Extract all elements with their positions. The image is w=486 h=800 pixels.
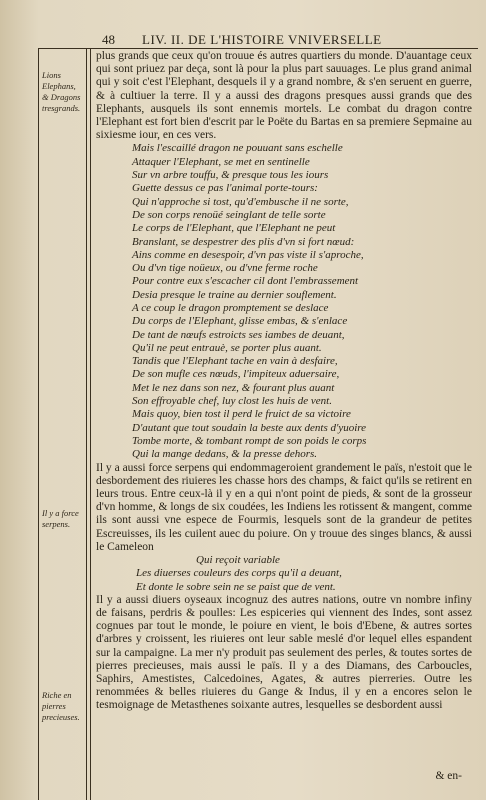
verse-line: Desia presque le traine au dernier souflement. xyxy=(132,288,337,301)
verse-line: Ou d'vn tige noüeux, ou d'vne ferme roche xyxy=(132,262,318,275)
verse-line: De son corps renoüé seinglant de telle sorte xyxy=(132,208,326,221)
verse-line: Tombe morte, & tombant rompt de son poids le corps xyxy=(132,434,367,447)
margin-rule-inner-double xyxy=(90,48,91,800)
verse-line: A ce coup le dragon promptement se deslace xyxy=(132,301,329,314)
margin-note-serpens: Il y a force serpens. xyxy=(42,508,79,529)
verse-line: Guette dessus ce pas l'animal porte-tours: xyxy=(132,182,318,195)
running-title: LIV. II. DE L'HISTOIRE VNIVERSELLE xyxy=(142,32,382,47)
verse-line: Ains comme en desespoir, d'vn pas viste il s'aproche, xyxy=(132,248,364,261)
verse-line: Le corps de l'Elephant, que l'Elephant ne peut xyxy=(132,222,336,235)
header-rule xyxy=(38,48,478,49)
verse-line: De tant de nœufs estroicts ses iambes de deuant, xyxy=(132,328,345,341)
margin-rule-inner xyxy=(86,48,87,800)
verse-line: Et donte le sobre sein ne se paist que de vent. xyxy=(136,580,336,593)
paragraph-serpens: Il y a aussi force serpens qui endommageroient grandement le païs, n'estoit que le desbordement des riuieres les chasse hors des champs, & faict qu'ils se retirent en leurs trous. Entre ceux-là il y en a qui n'ont point de pieds, & sont de la grosseur d'vn homme, & longs de six coudées, les Indiens les rotissent & mangent, comme ils sont aussi vne espece de Fourmis, lesquels sont de la grandeur de petites Escreuisses, ils les cuilent auec du poiure. On y trouue des singes blancs, & aussi le Cameleon xyxy=(96,461,472,553)
verse-line: Qu'il ne peut entrauè, se porter plus auant. xyxy=(132,341,322,354)
margin-note-lions: Lions Elephans, & Dragons tresgrands. xyxy=(42,70,81,113)
verse-line: Pour contre eux s'escacher cil dont l'embrassement xyxy=(132,275,359,288)
verse-line: Son effroyable chef, luy clost les huis de vent. xyxy=(132,395,332,408)
margin-rule-outer xyxy=(38,48,39,800)
catchword: & en- xyxy=(435,770,462,782)
verse-line: Qui n'approche si tost, qu'd'embusche il ne sorte, xyxy=(132,195,349,208)
verse-line: Qui la mange dedans, & la presse dehors. xyxy=(132,448,318,461)
verse-line: Les diuerses couleurs des corps qu'il a deuant, xyxy=(136,567,342,580)
margin-note-pierres: Riche en pierres precieuses. xyxy=(42,690,80,722)
verse-line: Tandis que l'Elephant tache en vain à desfaire, xyxy=(132,355,338,368)
paragraph-elephants: plus grands que ceux qu'on trouue és autres quartiers du monde. D'auantage ceux qui sont priuez par deça, sont là pour la plus part sauuages. Le plus grand animal qui y soit c'est l'Elephant, desquels il y a grand nombre, & s'en seruent en guerre, & à cultiuer la terre. Il y a aussi des dragons presques aussi grands que des Elephants, ausquels ils sont ennemis mortels. Le combat du dragon contre l'Elephant est fort bien d'escrit par le Poëte du Bartas en sa premiere Sepmaine au sixiesme iour, en ces vers. xyxy=(96,50,472,142)
page-number: 48 xyxy=(102,32,115,47)
verse-line: Sur vn arbre touffu, & presque tous les iours xyxy=(132,169,329,182)
verse-cameleon xyxy=(136,554,472,594)
verse-line: Branslant, se despestrer des plis d'vn si fort nœud: xyxy=(132,235,355,248)
verse-line: D'autant que tout soudain la beste aux dents d'yuoire xyxy=(132,421,367,434)
paragraph-oyseaux: Il y a aussi diuers oyseaux incognuz des autres nations, outre vn nombre infiny de faisans, perdris & poulles: Les espiceries qui viennent des Indes, sont assez cognues par tout le monde, le poiure en vient, le bois d'Ebene, & autres sortes d'arbres y croissent, les riuieres ont leur sable meslé d'or lequel elles espandent sur la campaigne. La mer n'y produit pas seulement des perles, & toutes sortes de pierres precieuses, mais aussi le païs. Il y a des Diamans, des Carboucles, Saphirs, Amestistes, Calcedoines, Agates, & autres pierreries. Outre les renommées & belles riuieres du Gange & Indus, il y en a encores selon le tesmoignage de Metasthenes soixante autres, lesquelles se desbordent aussi xyxy=(96,593,472,712)
verse-line: Mais quoy, bien tost il perd le fruict de sa victoire xyxy=(132,408,351,421)
verse-line: Met le nez dans son nez, & fourant plus auant xyxy=(132,381,335,394)
verse-line: De son mufle ces nœuds, l'impiteux aduersaire, xyxy=(132,368,340,381)
page-header xyxy=(0,30,486,50)
verse-line: Qui reçoit variable xyxy=(196,553,280,566)
verse-line: Attaquer l'Elephant, se met en sentinelle xyxy=(132,155,310,168)
verse-line: Mais l'escaillé dragon ne pouuant sans eschelle xyxy=(132,142,343,155)
main-text xyxy=(96,50,472,713)
verse-line: Du corps de l'Elephant, glisse embas, & s'enlace xyxy=(132,315,348,328)
verse-dragon-elephant xyxy=(132,142,472,461)
